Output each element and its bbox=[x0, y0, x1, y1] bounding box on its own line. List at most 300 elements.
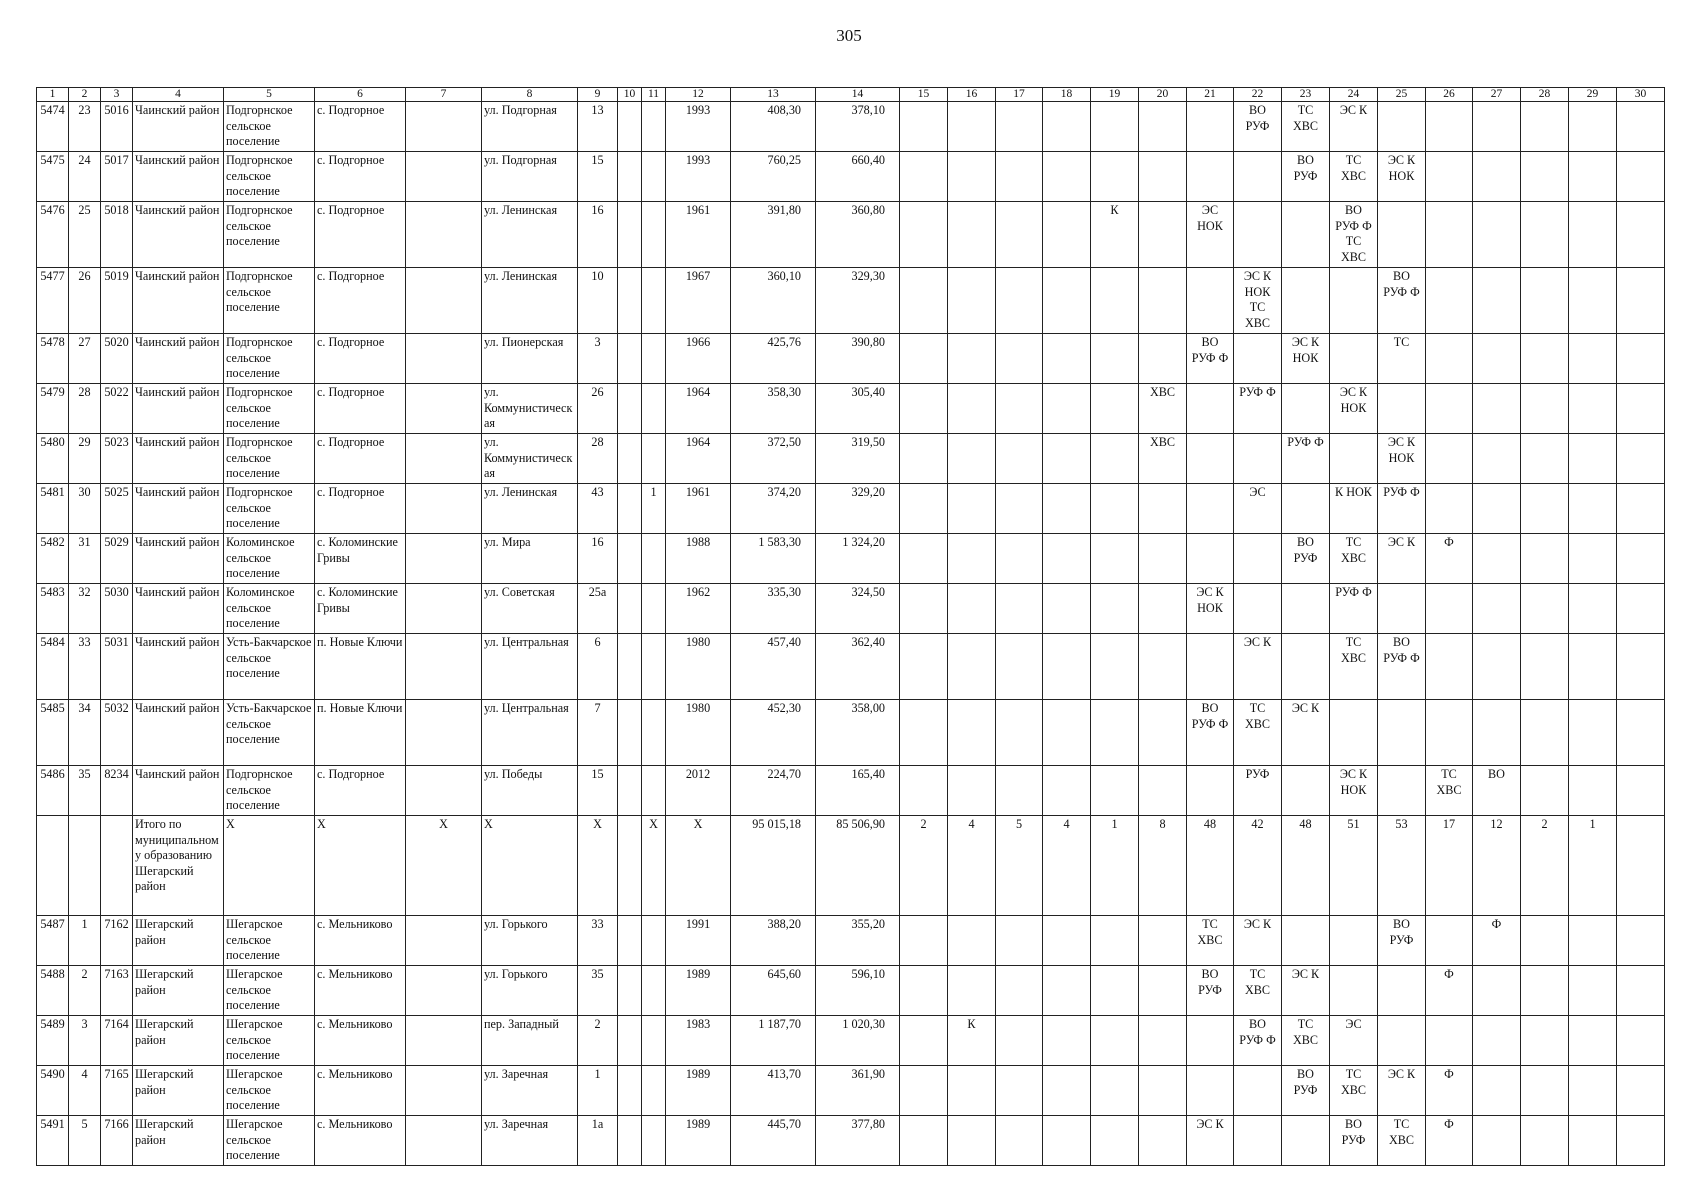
column-number-header: 25 bbox=[1378, 88, 1426, 102]
table-cell: ЭС bbox=[1330, 1016, 1378, 1066]
table-cell bbox=[1187, 384, 1234, 434]
table-cell: Шегарское сельское поселение bbox=[224, 966, 315, 1016]
table-cell bbox=[1378, 202, 1426, 268]
table-cell bbox=[1187, 634, 1234, 700]
table-cell: ул. Победы bbox=[482, 766, 578, 816]
table-cell: ТС ХВС bbox=[1330, 534, 1378, 584]
column-number-header: 19 bbox=[1091, 88, 1139, 102]
table-cell: ул. Ленинская bbox=[482, 484, 578, 534]
table-cell bbox=[948, 1066, 996, 1116]
table-cell bbox=[1473, 966, 1521, 1016]
table-cell: 445,70 bbox=[731, 1116, 816, 1166]
table-cell bbox=[1569, 1066, 1617, 1116]
table-cell: 53 bbox=[1378, 816, 1426, 916]
table-cell bbox=[996, 268, 1043, 334]
table-cell: 31 bbox=[69, 534, 101, 584]
table-cell: 165,40 bbox=[816, 766, 900, 816]
table-cell bbox=[1091, 916, 1139, 966]
table-cell bbox=[948, 484, 996, 534]
table-cell bbox=[1139, 484, 1187, 534]
table-cell: Шегарский район bbox=[133, 1016, 224, 1066]
table-cell bbox=[1139, 268, 1187, 334]
table-cell bbox=[1473, 268, 1521, 334]
table-cell: Чаинский район bbox=[133, 584, 224, 634]
table-cell bbox=[1234, 1066, 1282, 1116]
table-cell bbox=[406, 634, 482, 700]
table-cell: ЭС bbox=[1234, 484, 1282, 534]
table-cell: 2 bbox=[69, 966, 101, 1016]
table-cell bbox=[101, 816, 133, 916]
table-cell bbox=[1187, 766, 1234, 816]
table-cell: 1988 bbox=[666, 534, 731, 584]
table-cell: ТС ХВС bbox=[1378, 1116, 1426, 1166]
table-cell: 391,80 bbox=[731, 202, 816, 268]
table-cell bbox=[1091, 966, 1139, 1016]
table-cell: Шегарский район bbox=[133, 916, 224, 966]
table-cell: 5488 bbox=[37, 966, 69, 1016]
table-cell: 4 bbox=[948, 816, 996, 916]
table-cell bbox=[642, 584, 666, 634]
table-cell: 13 bbox=[578, 102, 618, 152]
table-cell: ЭС К bbox=[1187, 1116, 1234, 1166]
table-cell: 358,00 bbox=[816, 700, 900, 766]
table-cell bbox=[948, 1116, 996, 1166]
table-cell bbox=[406, 384, 482, 434]
table-row bbox=[37, 484, 1665, 534]
table-cell bbox=[1330, 334, 1378, 384]
table-cell: ВО РУФ Ф bbox=[1187, 334, 1234, 384]
table-cell bbox=[1187, 102, 1234, 152]
table-cell: ул. Горького bbox=[482, 916, 578, 966]
table-cell bbox=[1091, 700, 1139, 766]
table-row bbox=[37, 334, 1665, 384]
page-number: 305 bbox=[836, 26, 862, 45]
table-cell: п. Новые Ключи bbox=[315, 634, 406, 700]
table-cell bbox=[948, 202, 996, 268]
table-cell: 7165 bbox=[101, 1066, 133, 1116]
table-cell: Ф bbox=[1426, 1116, 1473, 1166]
table-cell: 425,76 bbox=[731, 334, 816, 384]
table-cell bbox=[618, 766, 642, 816]
table-cell bbox=[1378, 700, 1426, 766]
table-cell bbox=[948, 916, 996, 966]
table-cell: 17 bbox=[1426, 816, 1473, 916]
table-cell bbox=[996, 152, 1043, 202]
table-cell: Шегарский район bbox=[133, 1066, 224, 1116]
table-cell bbox=[900, 916, 948, 966]
table-cell bbox=[1139, 1066, 1187, 1116]
table-cell bbox=[1187, 484, 1234, 534]
table-cell bbox=[1091, 1116, 1139, 1166]
table-cell: 8234 bbox=[101, 766, 133, 816]
table-cell bbox=[1473, 102, 1521, 152]
table-cell: Ф bbox=[1426, 534, 1473, 584]
table-cell: 1991 bbox=[666, 916, 731, 966]
table-cell: 360,10 bbox=[731, 268, 816, 334]
table-cell bbox=[1521, 766, 1569, 816]
table-cell bbox=[900, 1016, 948, 1066]
table-cell bbox=[1521, 534, 1569, 584]
table-cell: 35 bbox=[69, 766, 101, 816]
column-number-header: 6 bbox=[315, 88, 406, 102]
column-number-header: 29 bbox=[1569, 88, 1617, 102]
table-cell bbox=[1043, 152, 1091, 202]
table-cell bbox=[1569, 268, 1617, 334]
table-row bbox=[37, 152, 1665, 202]
table-cell bbox=[1043, 584, 1091, 634]
table-cell bbox=[1569, 202, 1617, 268]
table-cell bbox=[406, 584, 482, 634]
table-row bbox=[37, 534, 1665, 584]
table-cell bbox=[1426, 334, 1473, 384]
table-cell: 7166 bbox=[101, 1116, 133, 1166]
table-cell bbox=[1569, 584, 1617, 634]
table-cell: Коломинское сельское поселение bbox=[224, 534, 315, 584]
table-cell: 5482 bbox=[37, 534, 69, 584]
table-cell: Подгорнское сельское поселение bbox=[224, 484, 315, 534]
table-cell: 5016 bbox=[101, 102, 133, 152]
table-cell bbox=[1139, 634, 1187, 700]
table-cell bbox=[618, 966, 642, 1016]
table-cell: с. Подгорное bbox=[315, 334, 406, 384]
table-cell bbox=[1091, 434, 1139, 484]
table-cell bbox=[1282, 766, 1330, 816]
table-cell bbox=[1521, 634, 1569, 700]
table-cell bbox=[406, 916, 482, 966]
table-cell: 361,90 bbox=[816, 1066, 900, 1116]
column-number-header: 16 bbox=[948, 88, 996, 102]
table-cell: с. Мельниково bbox=[315, 966, 406, 1016]
table-cell: ЭС К НОК bbox=[1378, 152, 1426, 202]
table-cell: ТС ХВС bbox=[1187, 916, 1234, 966]
table-cell bbox=[642, 268, 666, 334]
table-cell bbox=[1521, 384, 1569, 434]
table-cell bbox=[1617, 1116, 1665, 1166]
table-cell: 85 506,90 bbox=[816, 816, 900, 916]
table-cell: 660,40 bbox=[816, 152, 900, 202]
table-cell: Подгорнское сельское поселение bbox=[224, 202, 315, 268]
table-cell: 1961 bbox=[666, 484, 731, 534]
table-cell bbox=[1139, 584, 1187, 634]
table-row bbox=[37, 1016, 1665, 1066]
table-cell: 452,30 bbox=[731, 700, 816, 766]
table-cell bbox=[406, 966, 482, 1016]
table-cell bbox=[1426, 202, 1473, 268]
table-cell bbox=[1617, 534, 1665, 584]
table-cell: 5489 bbox=[37, 1016, 69, 1066]
table-cell bbox=[1234, 534, 1282, 584]
table-cell: 1980 bbox=[666, 634, 731, 700]
table-cell bbox=[69, 816, 101, 916]
table-cell bbox=[1043, 434, 1091, 484]
table-cell bbox=[406, 334, 482, 384]
table-cell bbox=[1139, 152, 1187, 202]
table-cell bbox=[406, 534, 482, 584]
table-cell bbox=[1617, 1016, 1665, 1066]
table-cell: ул. Мира bbox=[482, 534, 578, 584]
table-cell: Чаинский район bbox=[133, 434, 224, 484]
column-number-row bbox=[37, 88, 1665, 102]
table-cell bbox=[1473, 334, 1521, 384]
table-cell bbox=[1091, 766, 1139, 816]
table-cell bbox=[1521, 1016, 1569, 1066]
table-cell bbox=[1282, 584, 1330, 634]
table-cell: 2 bbox=[578, 1016, 618, 1066]
table-cell bbox=[996, 202, 1043, 268]
table-cell: Шегарское сельское поселение bbox=[224, 916, 315, 966]
table-cell bbox=[996, 916, 1043, 966]
table-cell: ТС ХВС bbox=[1330, 152, 1378, 202]
column-number-header: 24 bbox=[1330, 88, 1378, 102]
table-row bbox=[37, 634, 1665, 700]
table-cell bbox=[642, 152, 666, 202]
table-cell: РУФ Ф bbox=[1234, 384, 1282, 434]
table-cell bbox=[996, 102, 1043, 152]
table-cell: ул. Горького bbox=[482, 966, 578, 1016]
table-cell: Усть-Бакчарское сельское поселение bbox=[224, 700, 315, 766]
table-cell: 5477 bbox=[37, 268, 69, 334]
table-cell bbox=[1569, 634, 1617, 700]
table-cell: Коломинское сельское поселение bbox=[224, 584, 315, 634]
table-cell bbox=[1617, 102, 1665, 152]
table-cell bbox=[406, 152, 482, 202]
table-cell bbox=[996, 584, 1043, 634]
table-cell bbox=[948, 268, 996, 334]
table-cell: ул. Советская bbox=[482, 584, 578, 634]
table-cell: 3 bbox=[578, 334, 618, 384]
table-cell: РУФ Ф bbox=[1378, 484, 1426, 534]
table-cell bbox=[1330, 966, 1378, 1016]
table-cell: 35 bbox=[578, 966, 618, 1016]
table-cell bbox=[1426, 1016, 1473, 1066]
table-cell: 1 324,20 bbox=[816, 534, 900, 584]
table-cell bbox=[1330, 434, 1378, 484]
table-cell bbox=[1234, 584, 1282, 634]
table-cell bbox=[996, 1066, 1043, 1116]
table-cell bbox=[996, 484, 1043, 534]
table-cell bbox=[948, 434, 996, 484]
table-row bbox=[37, 700, 1665, 766]
table-cell bbox=[1521, 700, 1569, 766]
table-cell bbox=[1426, 102, 1473, 152]
table-row bbox=[37, 966, 1665, 1016]
table-cell: ул. Подгорная bbox=[482, 102, 578, 152]
table-cell: Ф bbox=[1473, 916, 1521, 966]
table-cell: ВО РУФ bbox=[1282, 534, 1330, 584]
table-cell: Усть-Бакчарское сельское поселение bbox=[224, 634, 315, 700]
table-cell bbox=[618, 534, 642, 584]
table-cell: 1989 bbox=[666, 1116, 731, 1166]
table-cell bbox=[1091, 534, 1139, 584]
table-cell bbox=[618, 700, 642, 766]
table-cell: 7164 bbox=[101, 1016, 133, 1066]
table-cell: 360,80 bbox=[816, 202, 900, 268]
table-cell bbox=[1569, 1016, 1617, 1066]
table-cell: РУФ Ф bbox=[1282, 434, 1330, 484]
table-cell: 51 bbox=[1330, 816, 1378, 916]
column-number-header: 11 bbox=[642, 88, 666, 102]
column-number-header: 7 bbox=[406, 88, 482, 102]
table-cell bbox=[1569, 916, 1617, 966]
table-cell bbox=[996, 766, 1043, 816]
table-cell bbox=[1617, 484, 1665, 534]
table-cell bbox=[1234, 152, 1282, 202]
table-cell bbox=[406, 102, 482, 152]
table-cell: 5022 bbox=[101, 384, 133, 434]
table-row bbox=[37, 434, 1665, 484]
column-number-header: 14 bbox=[816, 88, 900, 102]
table-cell bbox=[1473, 202, 1521, 268]
table-cell: Чаинский район bbox=[133, 766, 224, 816]
table-cell bbox=[1378, 584, 1426, 634]
table-cell: Ф bbox=[1426, 966, 1473, 1016]
table-cell bbox=[642, 334, 666, 384]
table-cell bbox=[1617, 766, 1665, 816]
table-row bbox=[37, 202, 1665, 268]
table-cell: с. Подгорное bbox=[315, 384, 406, 434]
table-cell bbox=[900, 202, 948, 268]
table-cell: Итого по муниципальному образованию Шегарский район bbox=[133, 816, 224, 916]
table-cell bbox=[642, 766, 666, 816]
table-cell: с. Коломинские Гривы bbox=[315, 534, 406, 584]
table-cell bbox=[1139, 202, 1187, 268]
table-cell bbox=[900, 102, 948, 152]
table-cell: 1 020,30 bbox=[816, 1016, 900, 1066]
table-cell: с. Подгорное bbox=[315, 766, 406, 816]
table-cell: ТС ХВС bbox=[1330, 634, 1378, 700]
table-cell: 1961 bbox=[666, 202, 731, 268]
table-cell: 5480 bbox=[37, 434, 69, 484]
table-cell: ул. Заречная bbox=[482, 1116, 578, 1166]
table-cell bbox=[1043, 268, 1091, 334]
table-cell bbox=[406, 268, 482, 334]
table-cell bbox=[1043, 700, 1091, 766]
table-cell: 16 bbox=[578, 202, 618, 268]
table-cell: 319,50 bbox=[816, 434, 900, 484]
table-cell bbox=[1282, 268, 1330, 334]
table-cell bbox=[1043, 202, 1091, 268]
table-cell bbox=[900, 584, 948, 634]
table-row bbox=[37, 916, 1665, 966]
table-cell bbox=[996, 434, 1043, 484]
table-cell bbox=[1617, 434, 1665, 484]
table-cell bbox=[996, 534, 1043, 584]
table-cell: ВО РУФ Ф bbox=[1234, 1016, 1282, 1066]
table-cell bbox=[1378, 766, 1426, 816]
table-cell bbox=[1473, 434, 1521, 484]
table-cell: 224,70 bbox=[731, 766, 816, 816]
table-cell: 5476 bbox=[37, 202, 69, 268]
table-cell: Чаинский район bbox=[133, 484, 224, 534]
table-cell: ул. Коммунистическая bbox=[482, 384, 578, 434]
table-cell: Чаинский район bbox=[133, 334, 224, 384]
table-cell bbox=[618, 268, 642, 334]
table-cell bbox=[948, 334, 996, 384]
table-cell bbox=[618, 816, 642, 916]
column-number-header: 10 bbox=[618, 88, 642, 102]
table-cell bbox=[1234, 434, 1282, 484]
table-cell: 5481 bbox=[37, 484, 69, 534]
table-cell: РУФ Ф bbox=[1330, 584, 1378, 634]
table-cell: Х bbox=[642, 816, 666, 916]
table-cell bbox=[1473, 634, 1521, 700]
table-cell: ул. Коммунистическая bbox=[482, 434, 578, 484]
table-cell: 1964 bbox=[666, 384, 731, 434]
table-cell: 1 583,30 bbox=[731, 534, 816, 584]
table-cell: 27 bbox=[69, 334, 101, 384]
table-cell: 1962 bbox=[666, 584, 731, 634]
table-cell bbox=[1617, 816, 1665, 916]
table-cell: 1а bbox=[578, 1116, 618, 1166]
table-cell: Х bbox=[666, 816, 731, 916]
table-cell: 1 bbox=[69, 916, 101, 966]
table-cell: 25а bbox=[578, 584, 618, 634]
table-cell bbox=[1617, 268, 1665, 334]
table-cell: ВО РУФ Ф bbox=[1187, 700, 1234, 766]
table-cell bbox=[1139, 916, 1187, 966]
table-row bbox=[37, 766, 1665, 816]
table-cell: 1993 bbox=[666, 152, 731, 202]
table-cell bbox=[1617, 584, 1665, 634]
table-cell bbox=[1091, 268, 1139, 334]
table-cell: 5486 bbox=[37, 766, 69, 816]
table-cell bbox=[1187, 268, 1234, 334]
table-cell: Подгорнское сельское поселение bbox=[224, 766, 315, 816]
table-cell bbox=[996, 1116, 1043, 1166]
table-cell bbox=[642, 1066, 666, 1116]
table-cell: ТС bbox=[1378, 334, 1426, 384]
table-cell bbox=[1091, 634, 1139, 700]
table-cell bbox=[406, 202, 482, 268]
table-cell bbox=[642, 634, 666, 700]
table-cell: с. Мельниково bbox=[315, 1116, 406, 1166]
table-cell bbox=[900, 766, 948, 816]
table-cell: ЭС К bbox=[1234, 916, 1282, 966]
table-cell: ЭС К НОК bbox=[1330, 766, 1378, 816]
table-row bbox=[37, 816, 1665, 916]
column-number-header: 17 bbox=[996, 88, 1043, 102]
table-cell: 358,30 bbox=[731, 384, 816, 434]
table-cell bbox=[1426, 152, 1473, 202]
table-cell bbox=[948, 966, 996, 1016]
table-cell: ЭС К НОК bbox=[1187, 584, 1234, 634]
table-cell: 7163 bbox=[101, 966, 133, 1016]
table-cell: пер. Западный bbox=[482, 1016, 578, 1066]
table-cell: 5032 bbox=[101, 700, 133, 766]
table-cell: Подгорнское сельское поселение bbox=[224, 152, 315, 202]
table-cell: Подгорнское сельское поселение bbox=[224, 268, 315, 334]
table-cell: 1966 bbox=[666, 334, 731, 384]
table-cell bbox=[1617, 334, 1665, 384]
table-cell bbox=[1426, 700, 1473, 766]
table-cell bbox=[1473, 1116, 1521, 1166]
column-number-header: 20 bbox=[1139, 88, 1187, 102]
table-cell bbox=[618, 1016, 642, 1066]
table-cell bbox=[900, 634, 948, 700]
table-cell: 4 bbox=[69, 1066, 101, 1116]
table-cell: 23 bbox=[69, 102, 101, 152]
table-cell bbox=[900, 534, 948, 584]
table-cell bbox=[1187, 434, 1234, 484]
table-cell: ВО РУФ Ф bbox=[1378, 634, 1426, 700]
table-cell: 4 bbox=[1043, 816, 1091, 916]
table-cell bbox=[996, 334, 1043, 384]
table-row bbox=[37, 102, 1665, 152]
table-cell: 457,40 bbox=[731, 634, 816, 700]
table-cell bbox=[1091, 1066, 1139, 1116]
table-cell bbox=[900, 700, 948, 766]
table-cell: 30 bbox=[69, 484, 101, 534]
